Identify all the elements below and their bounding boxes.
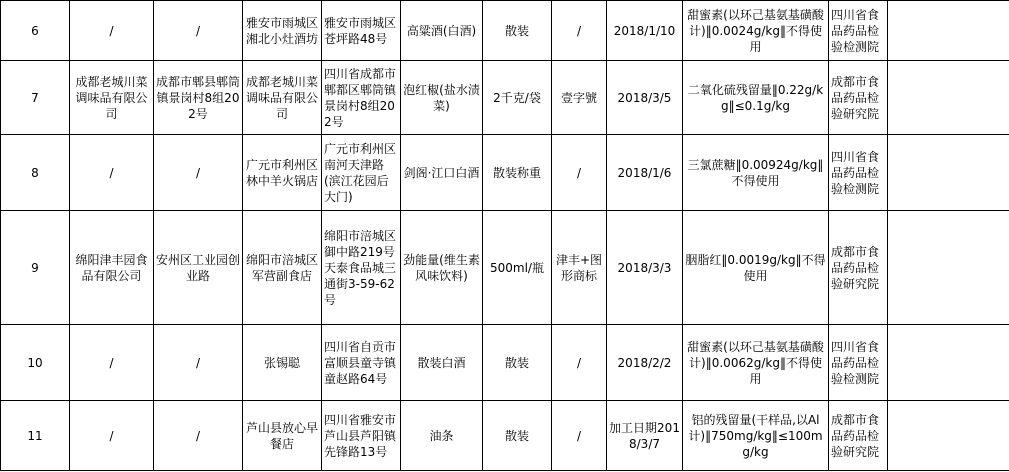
failed-item-cell: 铝的残留量(干样品,以Al计)‖750mg/kg‖≤100mg/kg [683, 401, 829, 471]
testing-agency-cell: 四川省食品药品检验检测院 [829, 1, 888, 61]
failed-item-cell: 二氧化硫残留量‖0.22g/kg‖≤0.1g/kg [683, 61, 829, 135]
table-row [1, 61, 1009, 135]
brand-cell: / [552, 325, 607, 401]
table-row [1, 211, 1009, 325]
producer-address-cell: 成都市郫县郫筒镇景岗村8组202号 [154, 61, 243, 135]
production-date-cell: 2018/1/6 [607, 135, 683, 211]
table-row [1, 135, 1009, 211]
spec-cell: 散装 [483, 401, 552, 471]
production-date-cell: 2018/2/2 [607, 325, 683, 401]
row-number-cell: 8 [1, 135, 70, 211]
testing-agency-cell: 四川省食品药品检验检测院 [829, 135, 888, 211]
testing-agency-cell: 成都市食品药品检验研究院 [829, 211, 888, 325]
spec-cell: 散装称重 [483, 135, 552, 211]
row-number-cell: 10 [1, 325, 70, 401]
empty-cell [888, 61, 1009, 135]
producer-name-cell: / [70, 401, 154, 471]
product-name-cell: 高粱酒(白酒) [401, 1, 483, 61]
brand-cell: 壹字號 [552, 61, 607, 135]
product-name-cell: 泡红椒(盐水渍菜) [401, 61, 483, 135]
production-date-cell: 2018/1/10 [607, 1, 683, 61]
failed-item-cell: 三氯蔗糖‖0.00924g/kg‖不得使用 [683, 135, 829, 211]
brand-cell: 津丰+图形商标 [552, 211, 607, 325]
producer-name-cell: / [70, 135, 154, 211]
empty-cell [888, 135, 1009, 211]
row-number-cell: 6 [1, 1, 70, 61]
empty-cell [888, 325, 1009, 401]
row-number-cell: 7 [1, 61, 70, 135]
seller-name-cell: 广元市利州区林中羊火锅店 [243, 135, 322, 211]
empty-cell [888, 211, 1009, 325]
spec-cell: 散装 [483, 1, 552, 61]
seller-address-cell: 绵阳市涪城区御中路219号天泰食品城三通街3-59-62号 [322, 211, 401, 325]
table-row [1, 325, 1009, 401]
brand-cell: / [552, 1, 607, 61]
seller-address-cell: 广元市利州区南河天津路(滨江花园后大门) [322, 135, 401, 211]
seller-name-cell: 绵阳市涪城区军营副食店 [243, 211, 322, 325]
producer-address-cell: / [154, 1, 243, 61]
testing-agency-cell: 成都市食品药品检验研究院 [829, 61, 888, 135]
table-body [1, 1, 1009, 471]
production-date-cell: 加工日期2018/3/7 [607, 401, 683, 471]
brand-cell: / [552, 401, 607, 471]
producer-address-cell: / [154, 325, 243, 401]
seller-address-cell: 四川省雅安市芦山县芦阳镇先锋路13号 [322, 401, 401, 471]
seller-address-cell: 四川省成都市郫都区郫筒镇景岗村8组202号 [322, 61, 401, 135]
product-name-cell: 剑阁·江口白酒 [401, 135, 483, 211]
spec-cell: 500ml/瓶 [483, 211, 552, 325]
producer-name-cell: 绵阳津丰园食品有限公司 [70, 211, 154, 325]
table-row [1, 401, 1009, 471]
row-number-cell: 9 [1, 211, 70, 325]
producer-name-cell: 成都老城川菜调味品有限公司 [70, 61, 154, 135]
producer-address-cell: 安州区工业园创业路 [154, 211, 243, 325]
seller-address-cell: 四川省自贡市富顺县童寺镇童赵路64号 [322, 325, 401, 401]
seller-name-cell: 张锡聪 [243, 325, 322, 401]
product-name-cell: 劲能量(维生素风味饮料) [401, 211, 483, 325]
brand-cell: / [552, 135, 607, 211]
producer-name-cell: / [70, 1, 154, 61]
production-date-cell: 2018/3/5 [607, 61, 683, 135]
failed-item-cell: 甜蜜素(以环己基氨基磺酸计)‖0.0024g/kg‖不得使用 [683, 1, 829, 61]
testing-agency-cell: 成都市食品药品检验研究院 [829, 401, 888, 471]
seller-name-cell: 芦山县放心早餐店 [243, 401, 322, 471]
spec-cell: 2千克/袋 [483, 61, 552, 135]
empty-cell [888, 1, 1009, 61]
production-date-cell: 2018/3/3 [607, 211, 683, 325]
producer-address-cell: / [154, 135, 243, 211]
product-name-cell: 散装白酒 [401, 325, 483, 401]
row-number-cell: 11 [1, 401, 70, 471]
spec-cell: 散装 [483, 325, 552, 401]
seller-name-cell: 成都老城川菜调味品有限公司 [243, 61, 322, 135]
testing-agency-cell: 四川省食品药品检验检测院 [829, 325, 888, 401]
seller-address-cell: 雅安市雨城区苍坪路48号 [322, 1, 401, 61]
failed-item-cell: 甜蜜素(以环己基氨基磺酸计)‖0.0062g/kg‖不得使用 [683, 325, 829, 401]
producer-address-cell: / [154, 401, 243, 471]
seller-name-cell: 雅安市雨城区湘北小灶酒坊 [243, 1, 322, 61]
empty-cell [888, 401, 1009, 471]
product-name-cell: 油条 [401, 401, 483, 471]
producer-name-cell: / [70, 325, 154, 401]
table-row [1, 1, 1009, 61]
failed-item-cell: 胭脂红‖0.0019g/kg‖不得使用 [683, 211, 829, 325]
